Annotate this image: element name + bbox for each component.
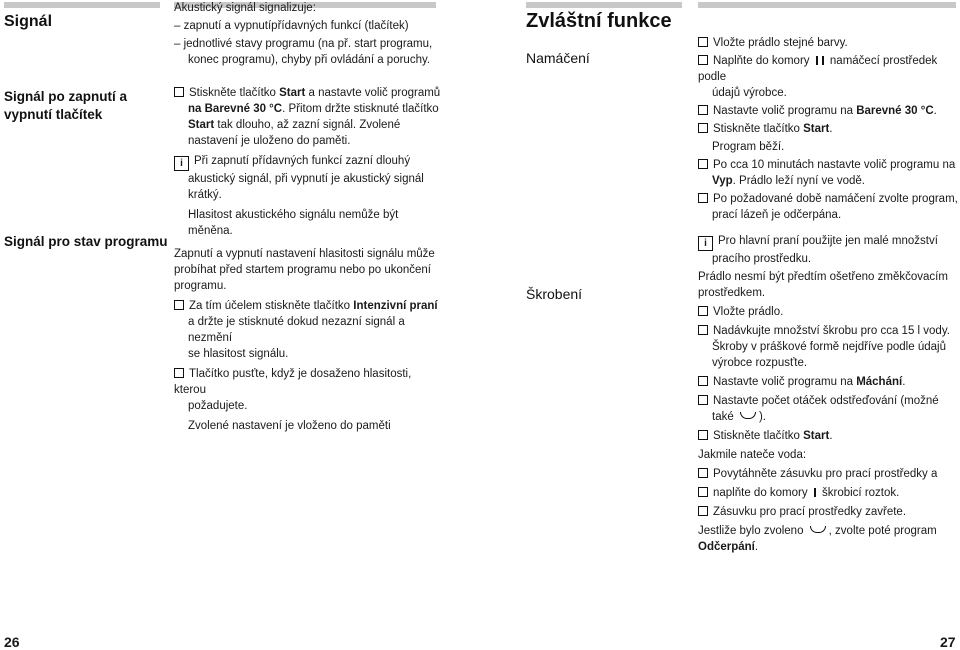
- saved-note: Zvolené nastavení je vloženo do paměti: [188, 420, 391, 432]
- starch-step-7: Povytáhněte zásuvku pro prací prostředky a: [698, 466, 960, 482]
- checkbox-icon: [698, 430, 708, 440]
- checkbox-icon: [698, 376, 708, 386]
- soak-step-6-cont: Vyp. Prádlo leží nyní ve vodě.: [712, 175, 865, 187]
- checkbox-icon: [698, 37, 708, 47]
- checkbox-icon: [698, 159, 708, 169]
- heading-signal-state: Signál pro stav programu: [4, 234, 168, 249]
- checkbox-icon: [698, 325, 708, 335]
- page-number-right: 27: [940, 634, 956, 650]
- para-2b: probíhat před startem programu nebo po ukončení: [174, 264, 431, 276]
- info-icon: i: [698, 236, 713, 251]
- soak-info-2: pracího prostředku.: [712, 253, 812, 265]
- volume-note-2: měněna.: [188, 225, 233, 237]
- step-release: Tlačítko pusťte, když je dosaženo hlasitosti, kterou: [174, 368, 412, 396]
- starch-step-4b: také ).: [712, 411, 766, 423]
- starch-step-2b: Škroby v práškové formě nejdříve podle údajů: [712, 341, 946, 353]
- step-start-1: Stiskněte tlačítko Start a nastavte volič programů: [174, 85, 444, 101]
- info-note-2: akustický signál, při vypnutí je akustický signál: [188, 173, 424, 185]
- starch-note-2: prostředkem.: [698, 287, 766, 299]
- soak-step-7-cont: prací lázeň je odčerpána.: [712, 209, 842, 221]
- starch-final: Jestliže bylo zvoleno , zvolte poté program: [698, 525, 937, 537]
- para-2c: programu.: [174, 280, 227, 292]
- info-note-3: krátký.: [188, 189, 222, 201]
- checkbox-icon: [698, 55, 708, 65]
- soak-step-4: Stiskněte tlačítko Start.: [698, 121, 960, 137]
- heading-namaceni: Namáčení: [526, 50, 590, 66]
- header-bar-right-title: [526, 2, 682, 8]
- step-release-2: požadujete.: [188, 400, 248, 412]
- starch-step-2c: výrobce rozpusťte.: [712, 357, 808, 369]
- soak-step-2: Naplňte do komory namáčecí prostředek podle: [698, 55, 938, 83]
- dash-line-2: – jednotlivé stavy programu (na př. start programu,: [174, 38, 433, 50]
- left-state-block: [174, 246, 444, 434]
- starch-when-water: Jakmile nateče voda:: [698, 449, 807, 461]
- step-start-3: Start tak dlouho, až zazní signál. Zvolené: [188, 119, 401, 131]
- soak-running: Program běží.: [712, 141, 785, 153]
- right-namaceni-block: [698, 35, 960, 267]
- dash-line-1: – zapnutí a vypnutípřídavných funkcí (tlačítek): [174, 20, 409, 32]
- starch-step-4: Nastavte počet otáček odstřeďování (možné: [698, 393, 960, 409]
- no-spin-icon: [740, 412, 756, 419]
- step-start-4: nastavení je uloženo do paměti.: [188, 135, 351, 147]
- step-intensive: Za tím účelem stiskněte tlačítko Intenzivní praní: [174, 298, 444, 314]
- para-2a: Zapnutí a vypnutí nastavení hlasitosti signálu může: [174, 248, 435, 260]
- checkbox-icon: [174, 300, 184, 310]
- checkbox-icon: [698, 105, 708, 115]
- starch-step-1: Vložte prádlo.: [698, 304, 960, 320]
- heading-signal: Signál: [4, 13, 53, 30]
- starch-step-5: Stiskněte tlačítko Start.: [698, 428, 960, 444]
- right-skrobeni-block: [698, 269, 960, 555]
- checkbox-icon: [174, 368, 184, 378]
- checkbox-icon: [698, 468, 708, 478]
- section-title: Zvláštní funkce: [526, 10, 672, 32]
- header-bar-right: [698, 2, 956, 8]
- page-number-left: 26: [4, 634, 20, 650]
- starch-step-2: Nadávkujte množství škrobu pro cca 15 l vody.: [698, 323, 960, 339]
- step-start-2: na Barevné 30 °C. Přitom držte stisknuté tlačítko: [188, 103, 439, 115]
- volume-note: Hlasitost akustického signálu nemůže být: [188, 209, 399, 221]
- checkbox-icon: [698, 306, 708, 316]
- soak-info: i Pro hlavní praní použijte jen malé množství: [698, 233, 960, 251]
- starch-step-8: naplňte do komory škrobicí roztok.: [698, 485, 960, 501]
- compartment-i-icon: [814, 488, 816, 497]
- step-intensive-2: a držte je stisknuté dokud nezazní signál a nezmění: [188, 316, 405, 344]
- dash-line-2-cont: konec programu), chyby při ovládání a poruchy.: [188, 54, 431, 66]
- no-spin-icon: [810, 526, 826, 533]
- starch-step-3: Nastavte volič programu na Máchání.: [698, 374, 960, 390]
- soak-step-3: Nastavte volič programu na Barevné 30 °C.: [698, 103, 960, 119]
- left-intro-block: [174, 0, 444, 68]
- left-onoff-block: [174, 85, 444, 239]
- soak-step-6: Po cca 10 minutách nastavte volič programu na: [698, 157, 960, 173]
- checkbox-icon: [698, 395, 708, 405]
- heading-skrobeni: Škrobení: [526, 286, 583, 302]
- header-bar-left: [4, 2, 160, 8]
- soak-step-7: Po požadované době namáčení zvolte program,: [698, 191, 960, 207]
- step-intensive-3: se hlasitost signálu.: [188, 348, 289, 360]
- info-icon: i: [174, 156, 189, 171]
- info-note: i Při zapnutí přídavných funkcí zazní dlouhý: [174, 153, 444, 171]
- intro-line: Akustický signál signalizuje:: [174, 2, 316, 14]
- checkbox-icon: [698, 506, 708, 516]
- checkbox-icon: [698, 193, 708, 203]
- starch-step-9: Zásuvku pro prací prostředky zavřete.: [698, 504, 960, 520]
- checkbox-icon: [698, 487, 708, 497]
- soak-step-2-cont: údajů výrobce.: [712, 87, 787, 99]
- checkbox-icon: [698, 123, 708, 133]
- soak-step-1: Vložte prádlo stejné barvy.: [698, 35, 960, 51]
- compartment-ii-icon: [816, 56, 824, 65]
- starch-final-2: Odčerpání.: [698, 541, 759, 553]
- starch-note: Prádlo nesmí být předtím ošetřeno změkčovacím: [698, 271, 948, 283]
- heading-signal-on-off: Signál po zapnutí a vypnutí tlačítek: [4, 89, 128, 122]
- checkbox-icon: [174, 87, 184, 97]
